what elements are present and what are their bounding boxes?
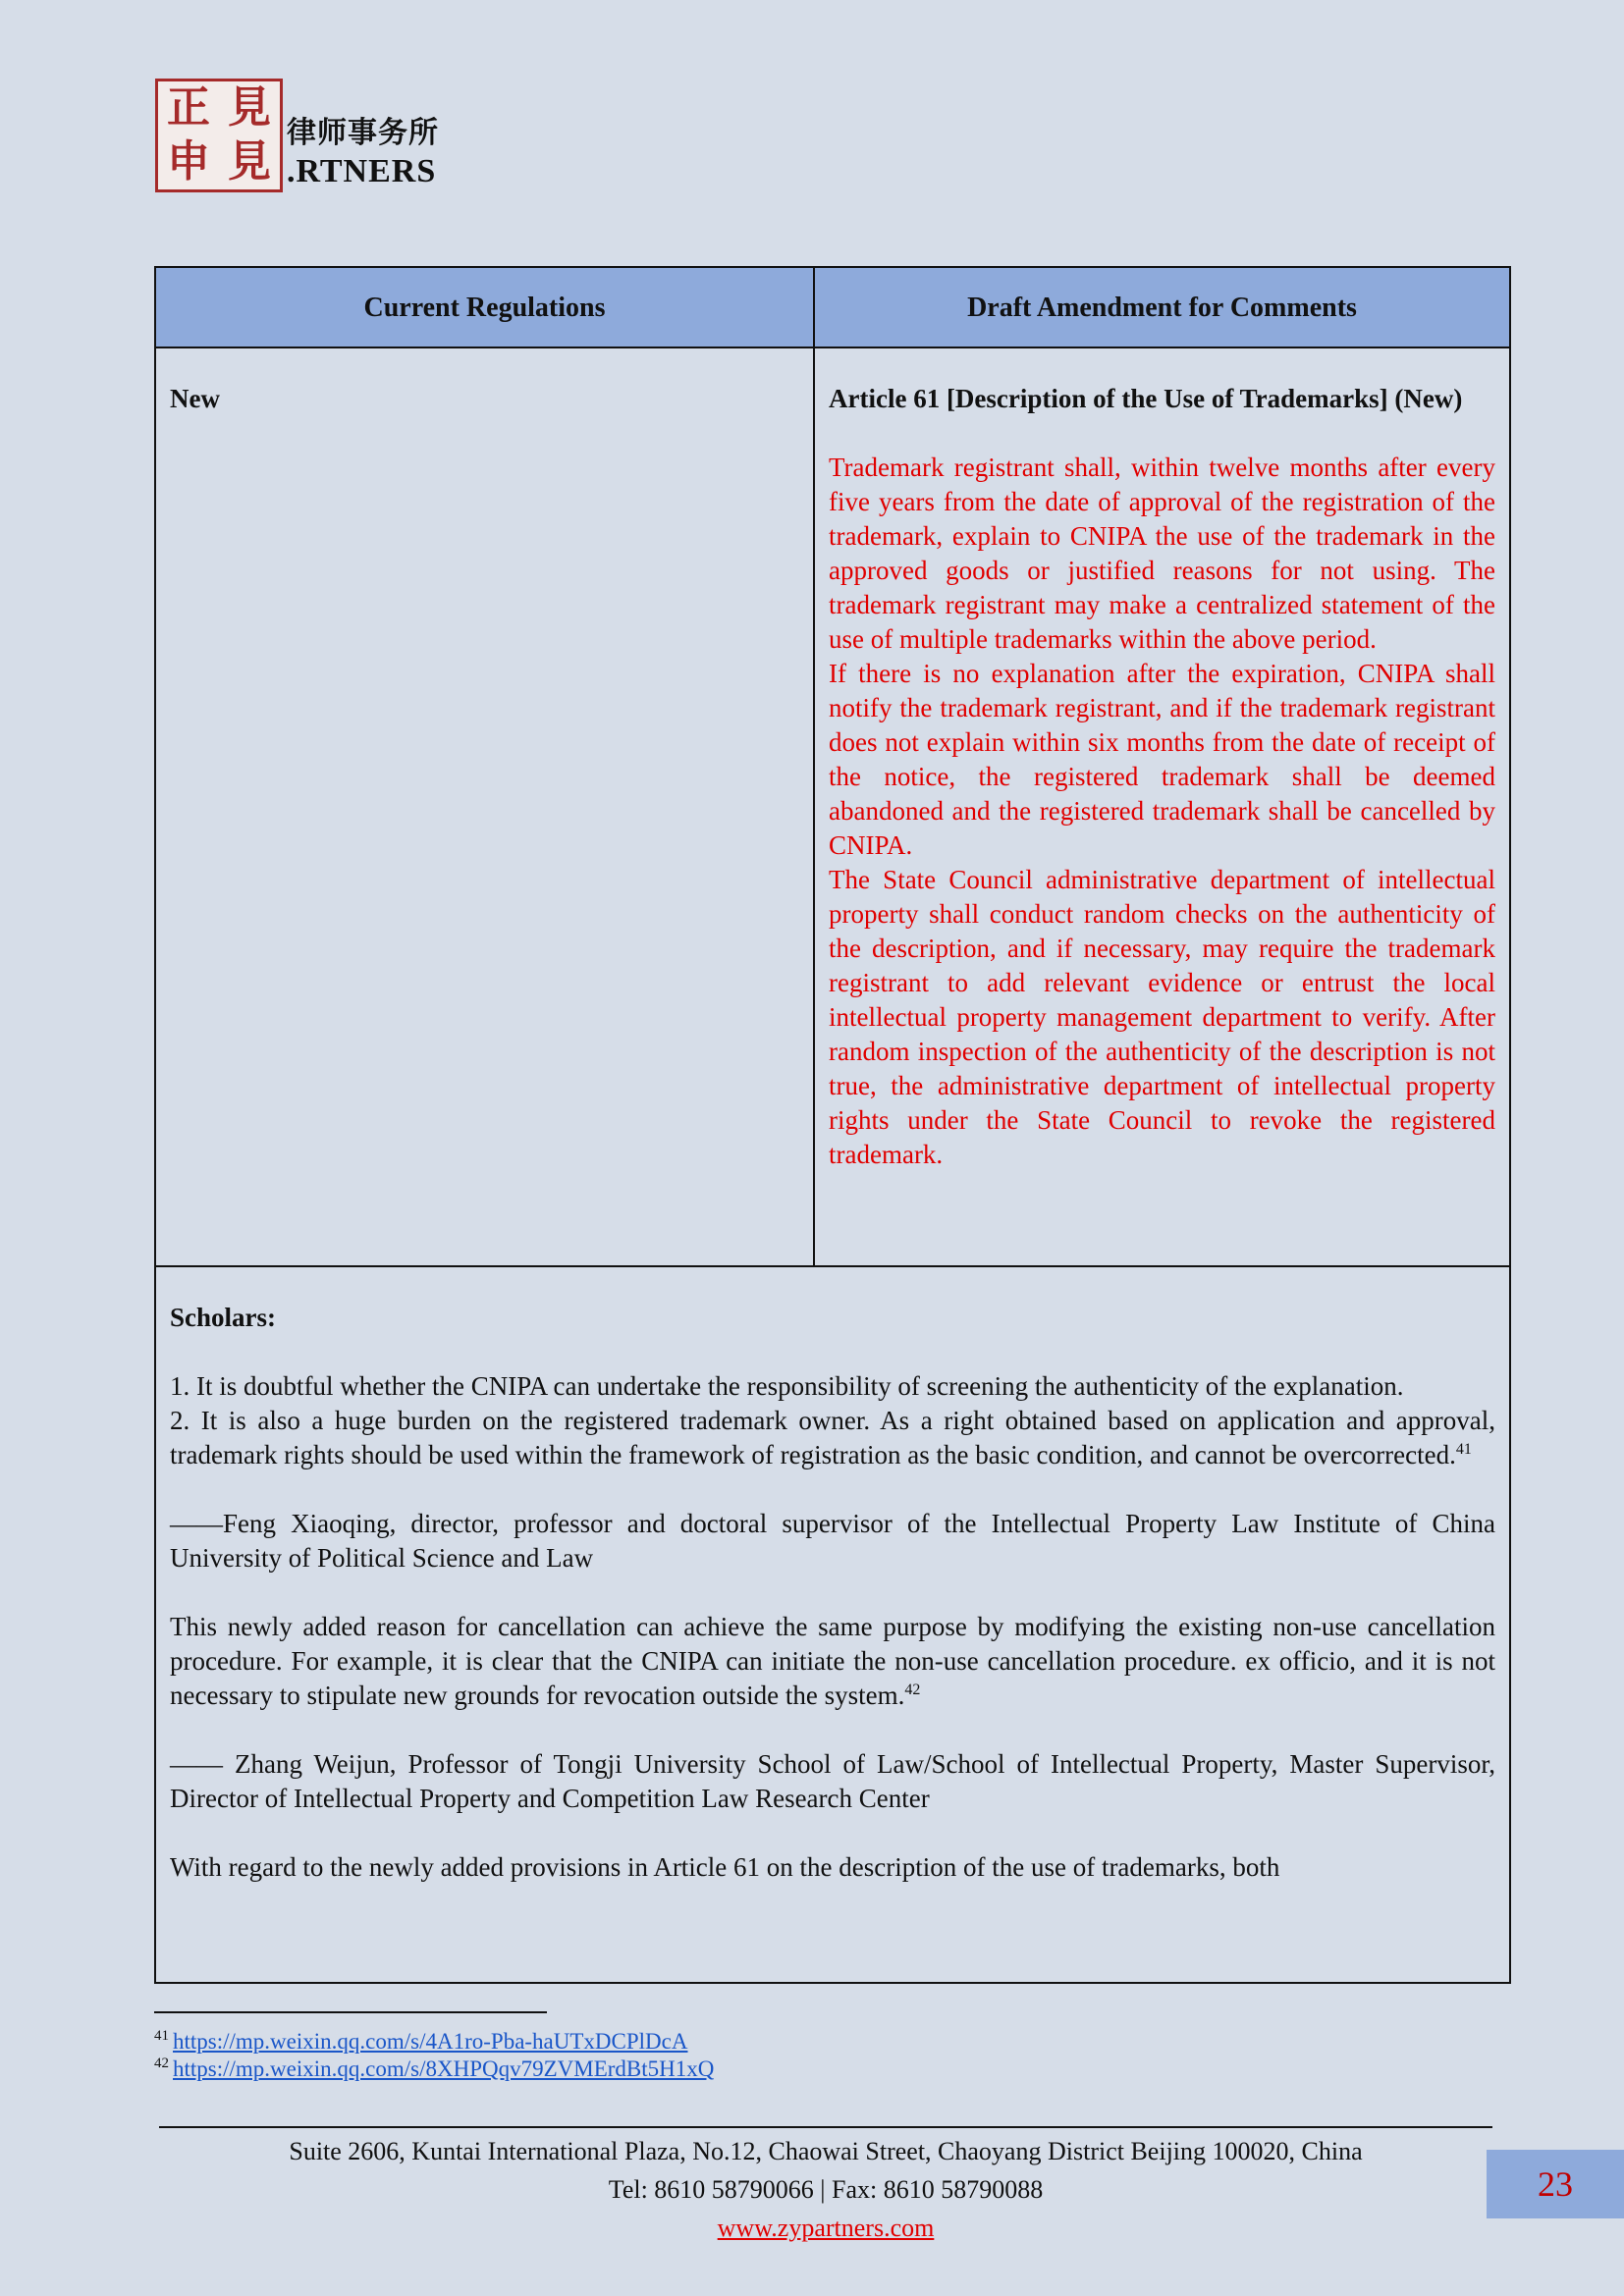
draft-amendment-cell — [814, 347, 1510, 1266]
table-header-row — [155, 267, 1510, 347]
footnote — [154, 2028, 714, 2056]
seal-char: 見 — [228, 136, 271, 187]
footer-divider — [159, 2126, 1492, 2128]
footer-website-link[interactable]: www.zypartners.com — [717, 2214, 935, 2242]
seal-char: 申 — [167, 136, 210, 187]
scholar-attribution: —— Zhang Weijun, Professor of Tongji University School of Law/School of Intellectual Property, Master Supervisor, Director of Intellectual Property and Competition Law Research Center — [170, 1749, 1495, 1813]
comparison-table — [154, 266, 1511, 1984]
page-footer — [159, 2132, 1492, 2247]
scholar-attribution: ——Feng Xiaoqing, director, professor and doctoral supervisor of the Intellectual Property Law Institute of China University of Political Science and Law — [170, 1509, 1495, 1573]
firm-name-english: .RTNERS — [287, 153, 437, 189]
footnotes — [154, 2028, 714, 2083]
footnote-link[interactable]: https://mp.weixin.qq.com/s/8XHPQqv79ZVMErdBt5H1xQ — [173, 2056, 715, 2081]
scholars-heading: Scholars: — [170, 1303, 276, 1332]
footnote-ref[interactable]: 41 — [1455, 1441, 1472, 1458]
article-title: Article 61 [Description of the Use of Trademarks] (New) — [829, 384, 1463, 413]
firm-name-chinese: 律师事务所 — [287, 116, 439, 150]
amendment-paragraph: The State Council administrative department of intellectual property shall conduct random checks on the authenticity of the description, and if necessary, may require the trademark registrant to add relevant evidence or entrust the local intellectual property management department to verify. After random inspection of the authenticity of the description is not true, the administrative department of intellectual property rights under the State Council to revoke the registered trademark. — [829, 865, 1495, 1169]
scholar-point: 1. It is doubtful whether the CNIPA can undertake the responsibility of screening the authenticity of the explanation. — [170, 1371, 1404, 1401]
table-row — [155, 1266, 1510, 1983]
footnote-divider — [154, 2011, 547, 2013]
footnote-link[interactable]: https://mp.weixin.qq.com/s/4A1ro-Pba-haUTxDCPlDcA — [173, 2029, 688, 2054]
page-number: 23 — [1487, 2150, 1624, 2218]
footer-address: Suite 2606, Kuntai International Plaza, No.12, Chaowai Street, Chaoyang District Beijing 100020, China — [289, 2137, 1363, 2165]
scholar-point: 2. It is also a huge burden on the registered trademark owner. As a right obtained based on application and approval, trademark rights should be used within the framework of registration as the basic condition, and cannot be overcorrected.$^{41}$ — [170, 1406, 1495, 1469]
seal-char: 見 — [228, 82, 271, 133]
scholar-opinion: This newly added reason for cancellation can achieve the same purpose by modifying the existing non-use cancellation procedure. For example, it is clear that the CNIPA can initiate the non-use cancellation procedure. ex officio, and it is not necessary to stipulate new grounds for revocation outside the system.$^{42}$ — [170, 1612, 1495, 1710]
footer-phone: Tel: 8610 58790066 | Fax: 8610 58790088 — [608, 2175, 1044, 2204]
amendment-paragraph: If there is no explanation after the expiration, CNIPA shall notify the trademark registrant, and if the trademark registrant does not explain within six months from the date of receipt of the notice, the registered trademark shall be deemed abandoned and the registered trademark shall be cancelled by CNIPA. — [829, 659, 1495, 860]
footnote-number: 42 — [154, 2056, 169, 2072]
current-regulation-text: New — [170, 384, 220, 413]
footnote-number: 41 — [154, 2028, 169, 2045]
seal-char: 正 — [167, 82, 210, 133]
footnote-ref[interactable]: 42 — [904, 1682, 921, 1698]
seal-stamp — [155, 79, 283, 192]
amendment-paragraph: Trademark registrant shall, within twelve months after every five years from the date of approval of the registration of the trademark, explain to CNIPA the use of the trademark in the approved goods or justified reasons for not using. The trademark registrant may make a centralized statement of the use of multiple trademarks within the above period. — [829, 453, 1495, 654]
firm-logo — [155, 79, 489, 196]
scholar-opinion: With regard to the newly added provisions in Article 61 on the description of the use of trademarks, both — [170, 1852, 1280, 1882]
table-row — [155, 347, 1510, 1266]
scholars-cell — [155, 1266, 1510, 1983]
header-draft-amendment: Draft Amendment for Comments — [814, 267, 1510, 347]
header-current-regulations: Current Regulations — [155, 267, 814, 347]
current-regulation-cell — [155, 347, 814, 1266]
footnote — [154, 2056, 714, 2083]
